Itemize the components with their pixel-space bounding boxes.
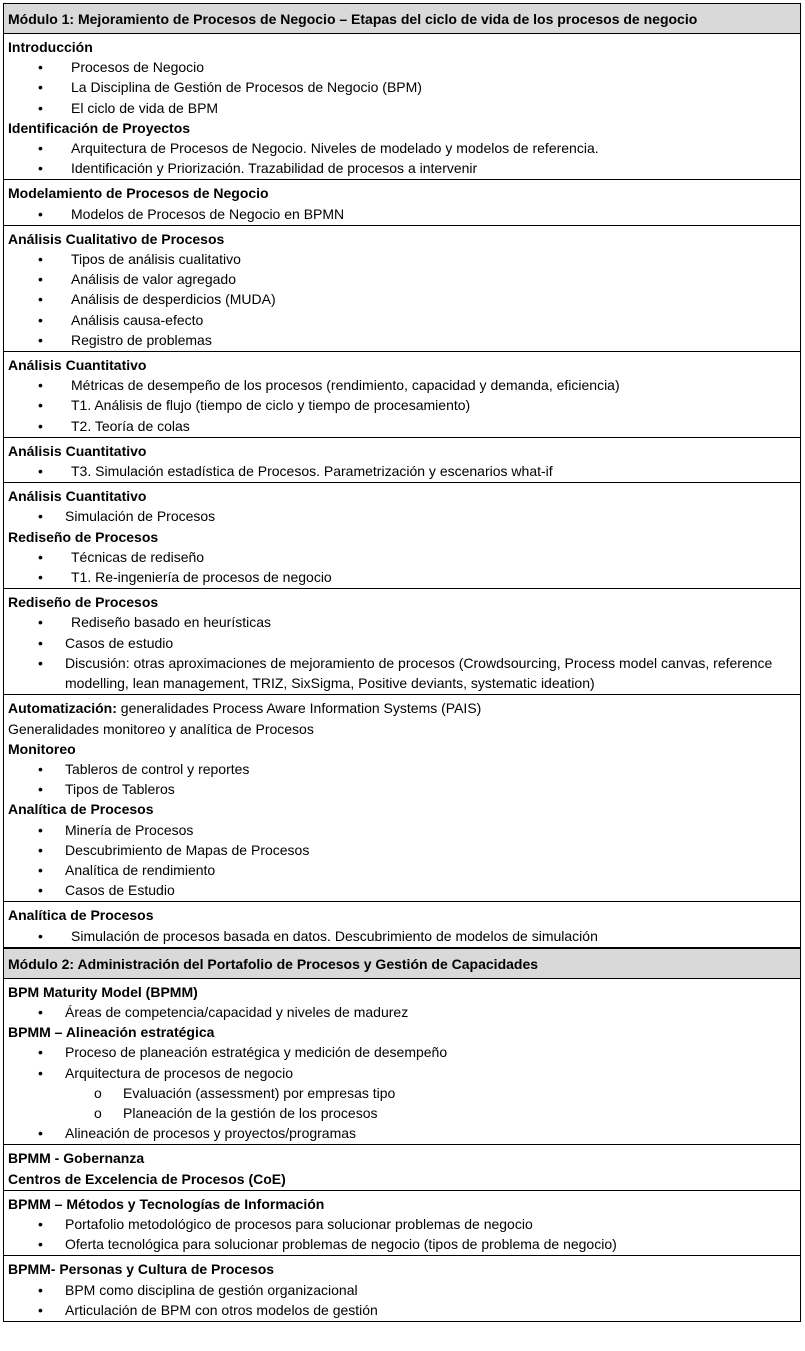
content-cell: [3, 33, 801, 179]
list-item: [8, 612, 798, 632]
list-item-text: Análisis de valor agregado: [71, 271, 236, 288]
content-cell: [3, 1144, 801, 1189]
list-item: [8, 138, 798, 158]
list-item-text: Articulación de BPM con otros modelos de gestión: [65, 1301, 378, 1318]
list-item: [8, 77, 798, 97]
content-cell: [3, 1255, 801, 1322]
bullet-icon: •: [38, 841, 43, 858]
bullet-icon: •: [38, 1301, 43, 1318]
content-cell: [3, 901, 801, 947]
list-item-text: Arquitectura de Procesos de Negocio. Niveles de modelado y modelos de referencia.: [71, 140, 599, 157]
bullet-icon: •: [38, 569, 43, 586]
list-item: [8, 633, 798, 653]
content-cell: [3, 179, 801, 224]
list-item-text: Minería de Procesos: [65, 821, 194, 838]
list-item-text: Casos de estudio: [65, 634, 174, 651]
bullet-icon: •: [38, 1281, 43, 1298]
bullet-icon: •: [38, 205, 43, 222]
circle-bullet-icon: o: [94, 1104, 102, 1121]
bullet-icon: •: [38, 331, 43, 348]
line-text: generalidades Process Aware Information Systems (PAIS): [116, 700, 482, 717]
list-item-text: Modelos de Procesos de Negocio en BPMN: [71, 205, 345, 222]
syllabus-table: [3, 3, 801, 1322]
list-item-text: Análisis de desperdicios (MUDA): [71, 291, 276, 308]
section-heading: Identificación de Proyectos: [8, 119, 191, 136]
bullet-icon: •: [38, 548, 43, 565]
bullet-icon: •: [38, 291, 43, 308]
list-item: [8, 506, 798, 526]
list-item-text: Registro de problemas: [71, 331, 212, 348]
list-item: [8, 310, 798, 330]
circle-bullet-icon: o: [94, 1084, 102, 1101]
list-item-text: BPM como disciplina de gestión organizacional: [65, 1281, 358, 1298]
bullet-icon: •: [38, 99, 43, 116]
list-item-text: La Disciplina de Gestión de Procesos de Negocio (BPM): [71, 79, 422, 96]
list-item: [8, 759, 798, 779]
list-item-text: Métricas de desempeño de los procesos (rendimiento, capacidad y demanda, eficiencia): [71, 377, 620, 394]
bullet-icon: •: [38, 861, 43, 878]
section-heading: BPM Maturity Model (BPMM): [8, 983, 198, 1000]
section-heading: Analítica de Procesos: [8, 907, 154, 924]
bullet-icon: •: [38, 1044, 43, 1061]
list-item: [8, 926, 798, 946]
sub-list-item: [8, 1103, 798, 1123]
bullet-icon: •: [38, 614, 43, 631]
bullet-icon: •: [38, 79, 43, 96]
list-item: [8, 158, 798, 178]
content-cell: [3, 694, 801, 901]
list-item: [8, 416, 798, 436]
list-item-text: Análisis causa-efecto: [71, 311, 204, 328]
section-heading: Modelamiento de Procesos de Negocio: [8, 185, 269, 202]
bullet-icon: •: [38, 882, 43, 899]
list-item: [8, 57, 798, 77]
bullet-icon: •: [38, 1003, 43, 1020]
list-item: [8, 461, 798, 481]
plain-line: Generalidades monitoreo y analítica de Procesos: [8, 720, 314, 737]
module2-title: Módulo 2: Administración del Portafolio de Procesos y Gestión de Capacidades: [3, 948, 801, 978]
list-item-text: Procesos de Negocio: [71, 59, 205, 76]
content-cell: [3, 482, 801, 588]
bullet-icon: •: [38, 140, 43, 157]
list-item-text: T1. Análisis de flujo (tiempo de ciclo y tiempo de procesamiento): [71, 397, 471, 414]
section-heading: Centros de Excelencia de Procesos (CoE): [8, 1170, 286, 1187]
list-item-text: Tipos de Tableros: [65, 781, 175, 798]
list-item: [8, 395, 798, 415]
list-item: [8, 1002, 798, 1022]
sub-list-item-text: Evaluación (assessment) por empresas tipo: [123, 1084, 396, 1101]
bullet-icon: •: [38, 271, 43, 288]
bold-lead: Automatización:: [8, 700, 117, 717]
bullet-icon: •: [38, 760, 43, 777]
bullet-icon: •: [38, 417, 43, 434]
list-item: [8, 1280, 798, 1300]
mixed-line: [8, 698, 798, 718]
list-item: [8, 1234, 798, 1254]
list-item-text: T3. Simulación estadística de Procesos. Parametrización y escenarios what-if: [71, 463, 553, 480]
list-item-text: Simulación de Procesos: [65, 508, 216, 525]
bullet-icon: •: [38, 59, 43, 76]
list-item: [8, 880, 798, 900]
bullet-icon: •: [38, 251, 43, 268]
content-cell: [3, 351, 801, 437]
list-item-text: Técnicas de rediseño: [71, 548, 205, 565]
list-item-text: Arquitectura de procesos de negocio: [65, 1064, 294, 1081]
section-heading: Análisis Cuantitativo: [8, 357, 147, 374]
list-item: [8, 269, 798, 289]
list-item-text: Portafolio metodológico de procesos para solucionar problemas de negocio: [65, 1215, 533, 1232]
list-item: [8, 98, 798, 118]
list-item: [8, 653, 798, 693]
bullet-icon: •: [38, 927, 43, 944]
section-heading: Análisis Cuantitativo: [8, 442, 147, 459]
list-item-text: Tableros de control y reportes: [65, 760, 250, 777]
section-heading: BPMM – Métodos y Tecnologías de Información: [8, 1195, 325, 1212]
bullet-icon: •: [38, 1125, 43, 1142]
section-heading: BPMM – Alineación estratégica: [8, 1024, 215, 1041]
section-heading: Análisis Cualitativo de Procesos: [8, 230, 225, 247]
list-item-text: Rediseño basado en heurísticas: [71, 614, 272, 631]
section-heading: Monitoreo: [8, 740, 76, 757]
bullet-icon: •: [38, 508, 43, 525]
list-item: [8, 567, 798, 587]
list-item: [8, 1042, 798, 1062]
bullet-icon: •: [38, 821, 43, 838]
list-item: [8, 1063, 798, 1083]
list-item: [8, 860, 798, 880]
list-item: [8, 779, 798, 799]
section-heading: Rediseño de Procesos: [8, 528, 159, 545]
section-heading: Análisis Cuantitativo: [8, 488, 147, 505]
list-item: [8, 1300, 798, 1320]
list-item-text: Descubrimiento de Mapas de Procesos: [65, 841, 310, 858]
list-item-text: Simulación de procesos basada en datos. Descubrimiento de modelos de simulación: [71, 927, 598, 944]
section-heading: Analítica de Procesos: [8, 801, 154, 818]
bullet-icon: •: [38, 1064, 43, 1081]
section-heading: Rediseño de Procesos: [8, 594, 159, 611]
sub-list-item-text: Planeación de la gestión de los procesos: [123, 1104, 378, 1121]
list-item: [8, 1214, 798, 1234]
content-cell: [3, 588, 801, 694]
bullet-icon: •: [38, 397, 43, 414]
list-item-text: Tipos de análisis cualitativo: [71, 251, 241, 268]
list-item-text: Analítica de rendimiento: [65, 861, 216, 878]
section-heading: BPMM- Personas y Cultura de Procesos: [8, 1261, 275, 1278]
list-item-text: T2. Teoría de colas: [71, 417, 190, 434]
list-item-text: Identificación y Priorización. Trazabilidad de procesos a intervenir: [71, 160, 478, 177]
bullet-icon: •: [38, 311, 43, 328]
list-item-text: Proceso de planeación estratégica y medición de desempeño: [65, 1044, 448, 1061]
list-item-text: T1. Re-ingeniería de procesos de negocio: [71, 569, 332, 586]
list-item: [8, 1123, 798, 1143]
list-item: [8, 330, 798, 350]
bullet-icon: •: [38, 1215, 43, 1232]
content-cell: [3, 437, 801, 482]
list-item-text: Alineación de procesos y proyectos/programas: [65, 1125, 357, 1142]
list-item-text: Áreas de competencia/capacidad y niveles de madurez: [65, 1003, 409, 1020]
section-heading: BPMM - Gobernanza: [8, 1150, 145, 1167]
bullet-icon: •: [38, 377, 43, 394]
bullet-icon: •: [38, 160, 43, 177]
sub-list-item: [8, 1083, 798, 1103]
list-item-text: Oferta tecnológica para solucionar problemas de negocio (tipos de problema de negocio): [65, 1236, 617, 1253]
content-cell: [3, 978, 801, 1145]
module1-title: Módulo 1: Mejoramiento de Procesos de Negocio – Etapas del ciclo de vida de los procesos de negocio: [3, 3, 801, 33]
list-item: [8, 249, 798, 269]
bullet-icon: •: [38, 463, 43, 480]
list-item: [8, 289, 798, 309]
list-item: [8, 547, 798, 567]
list-item: [8, 204, 798, 224]
list-item: [8, 840, 798, 860]
list-item-text: El ciclo de vida de BPM: [71, 99, 219, 116]
list-item: [8, 375, 798, 395]
section-heading: Introducción: [8, 39, 93, 55]
bullet-icon: •: [38, 634, 43, 651]
bullet-icon: •: [38, 781, 43, 798]
bullet-icon: •: [38, 1236, 43, 1253]
content-cell: [3, 225, 801, 351]
list-item-text: Discusión: otras aproximaciones de mejoramiento de procesos (Crowdsourcing, Process model canvas, reference modelling, lean management, TRIZ, SixSigma, Positive deviants, systematic ideation): [65, 654, 773, 692]
list-item-text: Casos de Estudio: [65, 882, 175, 899]
bullet-icon: •: [38, 654, 43, 671]
list-item: [8, 820, 798, 840]
content-cell: [3, 1190, 801, 1256]
